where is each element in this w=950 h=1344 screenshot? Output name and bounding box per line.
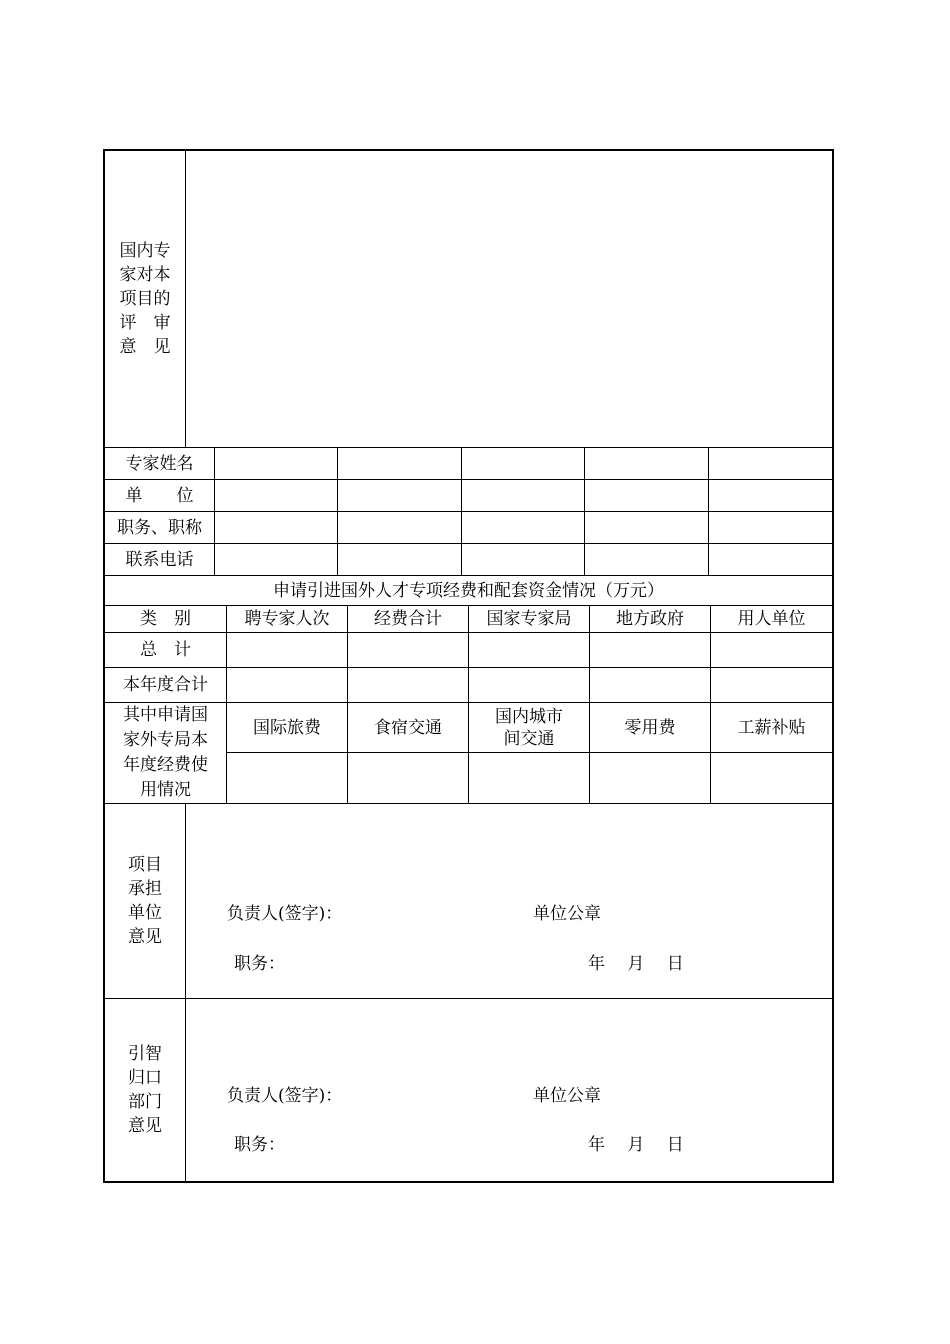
- dept-date-label: 年 月 日: [588, 1135, 684, 1155]
- expert-row-label: 单 位: [105, 480, 215, 512]
- label-line: 家对本: [119, 265, 171, 285]
- expert-row-label: 职务、职称: [105, 512, 215, 544]
- expert-input-cell[interactable]: [709, 448, 832, 480]
- funding-input-cell[interactable]: [227, 668, 348, 703]
- expert-input-cell[interactable]: [462, 512, 585, 544]
- funding-input-cell[interactable]: [469, 633, 590, 668]
- row-label-total: 总 计: [105, 633, 227, 668]
- expert-input-cell[interactable]: [709, 544, 832, 576]
- expert-input-cell[interactable]: [215, 448, 338, 480]
- expert-input-cell[interactable]: [338, 448, 462, 480]
- funding-input-cell[interactable]: [590, 633, 711, 668]
- review-label: [105, 151, 186, 448]
- dept-seal-label: 单位公章: [533, 1086, 601, 1106]
- expert-input-cell[interactable]: [338, 544, 462, 576]
- unit-opinion-label: [105, 804, 186, 999]
- row-label-year: 本年度合计: [105, 668, 227, 703]
- label-line: 单位: [128, 903, 162, 923]
- funding-header: 国家专家局: [469, 606, 590, 633]
- expert-input-cell[interactable]: [709, 512, 832, 544]
- detail-header: 工薪补贴: [711, 703, 832, 753]
- label-line: 部门: [128, 1092, 162, 1112]
- expert-input-cell[interactable]: [215, 512, 338, 544]
- expert-row-label: 专家姓名: [105, 448, 215, 480]
- expert-input-cell[interactable]: [709, 480, 832, 512]
- expert-row-label: 联系电话: [105, 544, 215, 576]
- label-line: 意 见: [119, 337, 171, 357]
- detail-label: [105, 703, 227, 804]
- funding-input-cell[interactable]: [227, 753, 348, 804]
- funding-title: 申请引进国外人才专项经费和配套资金情况（万元）: [105, 576, 832, 606]
- expert-input-cell[interactable]: [215, 480, 338, 512]
- detail-header: 零用费: [590, 703, 711, 753]
- expert-input-cell[interactable]: [462, 448, 585, 480]
- funding-input-cell[interactable]: [590, 753, 711, 804]
- expert-input-cell[interactable]: [585, 480, 709, 512]
- funding-header: 经费合计: [348, 606, 469, 633]
- expert-input-cell[interactable]: [338, 512, 462, 544]
- label-line: 意见: [128, 1116, 162, 1136]
- label-line: 评 审: [119, 313, 171, 333]
- dept-opinion-label: [105, 999, 186, 1181]
- expert-input-cell[interactable]: [585, 448, 709, 480]
- expert-input-cell[interactable]: [338, 480, 462, 512]
- funding-input-cell[interactable]: [711, 753, 832, 804]
- funding-input-cell[interactable]: [590, 668, 711, 703]
- label-line: 归口: [128, 1068, 162, 1088]
- funding-input-cell[interactable]: [227, 633, 348, 668]
- expert-input-cell[interactable]: [585, 512, 709, 544]
- label-line: 其中申请国: [123, 705, 208, 725]
- label-line: 家外专局本: [123, 730, 208, 750]
- label-line: 国内专: [119, 241, 171, 261]
- funding-header: 用人单位: [711, 606, 832, 633]
- funding-input-cell[interactable]: [348, 668, 469, 703]
- form-table: [103, 149, 834, 1183]
- unit-position-label: 职务：: [234, 954, 285, 974]
- funding-input-cell[interactable]: [469, 753, 590, 804]
- funding-input-cell[interactable]: [348, 633, 469, 668]
- funding-input-cell[interactable]: [711, 633, 832, 668]
- label-line: 意见: [128, 927, 162, 947]
- unit-signer-label: 负责人(签字)：: [227, 904, 343, 924]
- funding-header: 类 别: [105, 606, 227, 633]
- detail-header: 国际旅费: [227, 703, 348, 753]
- funding-input-cell[interactable]: [348, 753, 469, 804]
- review-opinion-field[interactable]: [186, 151, 832, 448]
- funding-header: 地方政府: [590, 606, 711, 633]
- funding-input-cell[interactable]: [711, 668, 832, 703]
- dept-position-label: 职务：: [234, 1135, 285, 1155]
- expert-input-cell[interactable]: [462, 544, 585, 576]
- label-line: 引智: [128, 1044, 162, 1064]
- unit-date-label: 年 月 日: [588, 954, 684, 974]
- label-line: 承担: [128, 879, 162, 899]
- label-line: 项目: [128, 855, 162, 875]
- funding-header: 聘专家人次: [227, 606, 348, 633]
- label-line: 项目的: [119, 289, 171, 309]
- label-line: 用情况: [140, 780, 191, 800]
- detail-header: 食宿交通: [348, 703, 469, 753]
- funding-input-cell[interactable]: [469, 668, 590, 703]
- detail-header: 国内城市 间交通: [469, 703, 590, 753]
- expert-input-cell[interactable]: [462, 480, 585, 512]
- dept-signer-label: 负责人(签字)：: [227, 1086, 343, 1106]
- expert-input-cell[interactable]: [215, 544, 338, 576]
- expert-input-cell[interactable]: [585, 544, 709, 576]
- label-line: 年度经费使: [123, 755, 208, 775]
- unit-seal-label: 单位公章: [533, 904, 601, 924]
